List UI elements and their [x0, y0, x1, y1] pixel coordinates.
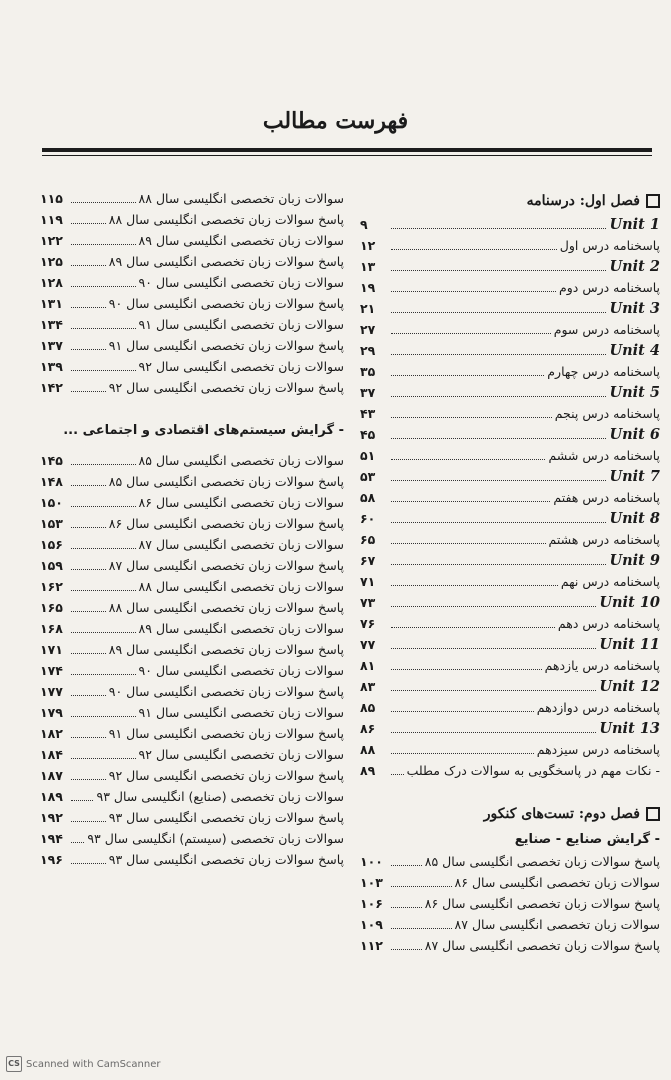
dot-leader: [71, 548, 136, 549]
toc-entry-label: پاسخ سوالات زبان تخصصی انگلیسی سال ۸۶: [424, 896, 660, 911]
toc-entry-label: سوالات زبان تخصصی انگلیسی سال ۹۱: [138, 705, 344, 720]
toc-entry: [40, 230, 344, 251]
title-rule-thick: [42, 148, 652, 152]
chapter-title: فصل اول: درسنامه: [526, 193, 640, 209]
dot-leader: [71, 821, 106, 822]
dot-leader: [391, 522, 606, 523]
dot-leader: [71, 307, 106, 308]
toc-entry: [40, 576, 344, 597]
toc-entry-page: ۱۴۲: [40, 380, 63, 395]
toc-entry: [40, 660, 344, 681]
toc-entry: [40, 251, 344, 272]
toc-entry: [40, 534, 344, 555]
dot-leader: [391, 732, 596, 733]
dot-leader: [71, 590, 136, 591]
toc-entry: [360, 529, 660, 550]
toc-entry-label: پاسخ سوالات زبان تخصصی انگلیسی سال ۸۹: [108, 642, 344, 657]
toc-entry: [360, 424, 660, 445]
toc-entry-page: ۷۱: [360, 574, 376, 589]
toc-entry-page: ۵۳: [360, 469, 376, 484]
toc-entry-label: پاسخنامه درس سیزدهم: [536, 742, 660, 757]
scanner-watermark: [6, 1056, 161, 1072]
toc-entry: [360, 697, 660, 718]
toc-entry-label: پاسخ سوالات زبان تخصصی انگلیسی سال ۹۳: [108, 810, 344, 825]
toc-entry: [40, 597, 344, 618]
dot-leader: [391, 270, 606, 271]
dot-leader: [391, 774, 404, 775]
toc-entry-label: پاسخنامه درس سوم: [553, 322, 660, 337]
toc-entry-page: ۷۶: [360, 616, 376, 631]
dot-leader: [71, 391, 106, 392]
toc-right-column: [360, 188, 660, 956]
toc-entry: [40, 188, 344, 209]
toc-entry-label: پاسخ سوالات زبان تخصصی انگلیسی سال ۸۸: [108, 212, 344, 227]
toc-entry-page: ۱۱۹: [40, 212, 63, 227]
toc-entry-label: سوالات زبان تخصصی انگلیسی سال ۸۸: [138, 191, 344, 206]
toc-entry-label: پاسخنامه درس چهارم: [547, 364, 660, 379]
toc-entry-page: ۱۰۶: [360, 896, 383, 911]
toc-entry: [360, 382, 660, 403]
toc-entry-page: ۱۵۹: [40, 558, 63, 573]
toc-entry: [40, 702, 344, 723]
toc-entry-page: ۱۷۷: [40, 684, 63, 699]
dot-leader: [71, 349, 106, 350]
toc-entry: [360, 676, 660, 697]
toc-entry-page: ۱۶۵: [40, 600, 63, 615]
dot-leader: [71, 370, 136, 371]
checkbox-square-icon: [646, 194, 660, 208]
dot-leader: [71, 328, 136, 329]
toc-entry-page: ۵۱: [360, 448, 376, 463]
toc-entry-page: ۱۹۲: [40, 810, 63, 825]
toc-entry-label: سوالات زبان تخصصی انگلیسی سال ۹۱: [138, 317, 344, 332]
toc-entry-page: ۱۸۹: [40, 789, 63, 804]
title-rule-thin: [42, 155, 652, 156]
toc-entry: [40, 293, 344, 314]
toc-entry: [360, 634, 660, 655]
toc-entry: [40, 377, 344, 398]
dot-leader: [391, 753, 534, 754]
toc-entry: [40, 807, 344, 828]
dot-leader: [71, 716, 136, 717]
toc-entry-label: پاسخ سوالات زبان تخصصی انگلیسی سال ۸۷: [108, 558, 344, 573]
dot-leader: [71, 653, 106, 654]
toc-entry-page: ۱۰۳: [360, 875, 383, 890]
toc-entry-label: Unit 9: [609, 552, 660, 569]
toc-entry: [360, 235, 660, 256]
toc-entry-label: پاسخنامه درس هشتم: [548, 532, 660, 547]
toc-entry-label: سوالات زبان تخصصی انگلیسی سال ۸۷: [138, 537, 344, 552]
toc-entry-label: پاسخ سوالات زبان تخصصی انگلیسی سال ۹۲: [108, 380, 344, 395]
toc-entry-label: پاسخ سوالات زبان تخصصی انگلیسی سال ۹۰: [108, 296, 344, 311]
toc-entry-page: ۱۳۷: [40, 338, 63, 353]
toc-entry-page: ۱۳۴: [40, 317, 63, 332]
toc-entry-label: سوالات زبان تخصصی انگلیسی سال ۹۰: [138, 275, 344, 290]
dot-leader: [391, 354, 606, 355]
dot-leader: [391, 907, 422, 908]
dot-leader: [391, 564, 606, 565]
toc-entry-page: ۴۵: [360, 427, 376, 442]
toc-entry-label: پاسخنامه درس ششم: [548, 448, 660, 463]
section-heading: - گرایش سیستم‌های اقتصادی و اجتماعی ...: [63, 422, 344, 438]
dot-leader: [71, 674, 136, 675]
toc-entry-page: ۸۸: [360, 742, 376, 757]
toc-entry-page: ۹: [360, 217, 368, 232]
toc-entry-page: ۱۲: [360, 238, 376, 253]
dot-leader: [391, 459, 545, 460]
toc-entry: [360, 319, 660, 340]
toc-entry-page: ۱۹۴: [40, 831, 63, 846]
dot-leader: [71, 485, 106, 486]
toc-entry-label: Unit 12: [599, 678, 660, 695]
chapter-heading: [360, 801, 660, 827]
toc-entry: [360, 914, 660, 935]
dot-leader: [391, 648, 596, 649]
toc-entry: [40, 513, 344, 534]
toc-entry-page: ۱۹۶: [40, 852, 63, 867]
toc-entry: [40, 681, 344, 702]
toc-entry-page: ۱۰۰: [360, 854, 383, 869]
dot-leader: [71, 569, 106, 570]
dot-leader: [391, 312, 606, 313]
toc-entry-label: سوالات زبان تخصصی انگلیسی سال ۹۲: [138, 747, 344, 762]
dot-leader: [391, 690, 596, 691]
dot-leader: [71, 223, 106, 224]
toc-entry-page: ۱۱۵: [40, 191, 63, 206]
toc-entry: [40, 828, 344, 849]
toc-entry: [360, 893, 660, 914]
toc-entry: [360, 935, 660, 956]
toc-entry: [360, 718, 660, 739]
toc-entry-page: ۱۸۲: [40, 726, 63, 741]
toc-entry-label: پاسخ سوالات زبان تخصصی انگلیسی سال ۹۲: [108, 768, 344, 783]
toc-entry-page: ۱۰۹: [360, 917, 383, 932]
toc-entry: [360, 508, 660, 529]
toc-entry: [360, 613, 660, 634]
toc-entry-label: پاسخنامه درس یازدهم: [544, 658, 660, 673]
toc-entry: [360, 214, 660, 235]
toc-entry-page: ۱۵۰: [40, 495, 63, 510]
dot-leader: [71, 202, 136, 203]
chapter-title: فصل دوم: تست‌های کنکور: [483, 806, 640, 822]
dot-leader: [391, 865, 422, 866]
dot-leader: [71, 286, 136, 287]
toc-entry-label: سوالات زبان تخصصی انگلیسی سال ۸۵: [138, 453, 344, 468]
toc-entry-page: ۸۳: [360, 679, 376, 694]
toc-entry-page: ۱۵۶: [40, 537, 63, 552]
toc-entry-page: ۶۵: [360, 532, 376, 547]
toc-entry: [360, 340, 660, 361]
toc-entry-label: Unit 10: [599, 594, 660, 611]
toc-entry-label: سوالات زبان تخصصی انگلیسی سال ۸۶: [138, 495, 344, 510]
toc-entry-label: Unit 7: [609, 468, 660, 485]
toc-entry-label: پاسخ سوالات زبان تخصصی انگلیسی سال ۹۱: [108, 726, 344, 741]
toc-entry: [40, 765, 344, 786]
dot-leader: [71, 695, 106, 696]
dot-leader: [391, 438, 606, 439]
toc-entry-label: پاسخنامه درس هفتم: [553, 490, 660, 505]
toc-entry-page: ۱۲۲: [40, 233, 63, 248]
dot-leader: [71, 863, 106, 864]
toc-entry-label: سوالات زبان تخصصی انگلیسی سال ۹۲: [138, 359, 344, 374]
dot-leader: [71, 737, 106, 738]
toc-entry: [360, 277, 660, 298]
toc-entry: [40, 744, 344, 765]
toc-entry-label: پاسخ سوالات زبان تخصصی انگلیسی سال ۸۸: [108, 600, 344, 615]
toc-entry-page: ۱۹: [360, 280, 376, 295]
dot-leader: [391, 606, 596, 607]
toc-entry: [360, 851, 660, 872]
toc-entry-page: ۱۶۸: [40, 621, 63, 636]
toc-entry-page: ۷۷: [360, 637, 376, 652]
toc-entry-page: ۱۵۳: [40, 516, 63, 531]
toc-entry: [40, 356, 344, 377]
toc-entry-page: ۸۶: [360, 721, 376, 736]
toc-entry: [360, 298, 660, 319]
toc-entry: [360, 550, 660, 571]
camscanner-logo-icon: CS: [6, 1056, 22, 1072]
toc-entry-page: ۱۷۴: [40, 663, 63, 678]
checkbox-square-icon: [646, 807, 660, 821]
toc-entry-label: پاسخنامه درس پنجم: [554, 406, 660, 421]
toc-entry-label: سوالات زبان تخصصی انگلیسی سال ۸۸: [138, 579, 344, 594]
toc-entry-page: ۱۴۸: [40, 474, 63, 489]
toc-entry-page: ۲۹: [360, 343, 376, 358]
dot-leader: [71, 265, 106, 266]
toc-entry: [360, 466, 660, 487]
page-title: فهرست مطالب: [262, 108, 409, 134]
toc-entry-label: سوالات زبان تخصصی (صنایع) انگلیسی سال ۹۳: [96, 789, 344, 804]
toc-left-column: [40, 188, 344, 870]
toc-entry-label: پاسخنامه درس نهم: [560, 574, 660, 589]
dot-leader: [391, 417, 552, 418]
toc-entry-label: پاسخ سوالات زبان تخصصی انگلیسی سال ۸۶: [108, 516, 344, 531]
toc-entry-page: ۱۳۹: [40, 359, 63, 374]
dot-leader: [71, 842, 84, 843]
toc-entry-label: پاسخ سوالات زبان تخصصی انگلیسی سال ۸۹: [108, 254, 344, 269]
toc-entry-label: سوالات زبان تخصصی (سیستم) انگلیسی سال ۹۳: [87, 831, 344, 846]
toc-entry-label: Unit 8: [609, 510, 660, 527]
toc-entry: [360, 403, 660, 424]
toc-entry-page: ۱۸۷: [40, 768, 63, 783]
toc-entry-page: ۶۷: [360, 553, 376, 568]
toc-entry: [40, 450, 344, 471]
toc-entry-label: سوالات زبان تخصصی انگلیسی سال ۸۶: [454, 875, 660, 890]
dot-leader: [391, 480, 606, 481]
dot-leader: [71, 779, 106, 780]
toc-entry: [40, 471, 344, 492]
toc-entry-page: ۱۳: [360, 259, 376, 274]
toc-entry-label: Unit 1: [609, 216, 660, 233]
dot-leader: [71, 464, 136, 465]
toc-entry-page: ۱۱۲: [360, 938, 383, 953]
toc-entry-page: ۱۷۱: [40, 642, 63, 657]
dot-leader: [391, 228, 606, 229]
toc-entry: [40, 272, 344, 293]
toc-entry-label: پاسخنامه درس دوم: [559, 280, 660, 295]
toc-entry: [40, 314, 344, 335]
toc-entry-label: پاسخنامه درس اول: [559, 238, 660, 253]
toc-entry-page: ۸۹: [360, 763, 376, 778]
toc-entry-label: پاسخ سوالات زبان تخصصی انگلیسی سال ۹۰: [108, 684, 344, 699]
toc-entry: [360, 361, 660, 382]
toc-entry-label: سوالات زبان تخصصی انگلیسی سال ۸۷: [454, 917, 660, 932]
toc-entry-label: پاسخنامه درس دهم: [557, 616, 660, 631]
dot-leader: [391, 585, 558, 586]
dot-leader: [391, 396, 606, 397]
toc-entry: [360, 872, 660, 893]
toc-entry-label: پاسخنامه درس دوازدهم: [536, 700, 660, 715]
toc-entry: [40, 209, 344, 230]
toc-entry-label: Unit 11: [599, 636, 660, 653]
toc-entry-label: Unit 5: [609, 384, 660, 401]
toc-entry-page: ۵۸: [360, 490, 376, 505]
toc-entry-label: Unit 3: [609, 300, 660, 317]
toc-entry-label: Unit 6: [609, 426, 660, 443]
dot-leader: [71, 758, 136, 759]
toc-entry: [360, 256, 660, 277]
toc-entry-page: ۲۱: [360, 301, 376, 316]
toc-entry-label: پاسخ سوالات زبان تخصصی انگلیسی سال ۸۵: [108, 474, 344, 489]
toc-entry-label: سوالات زبان تخصصی انگلیسی سال ۸۹: [138, 621, 344, 636]
toc-entry-page: ۴۳: [360, 406, 376, 421]
toc-entry: [360, 445, 660, 466]
toc-entry-page: ۳۷: [360, 385, 376, 400]
toc-entry-page: ۱۷۹: [40, 705, 63, 720]
toc-entry-label: - نکات مهم در پاسخگویی به سوالات درک مطلب: [406, 763, 660, 778]
dot-leader: [71, 244, 136, 245]
toc-entry: [360, 739, 660, 760]
toc-entry-page: ۱۲۸: [40, 275, 63, 290]
toc-entry: [360, 592, 660, 613]
dot-leader: [391, 501, 550, 502]
toc-entry-label: پاسخ سوالات زبان تخصصی انگلیسی سال ۸۵: [424, 854, 660, 869]
toc-entry-page: ۱۸۴: [40, 747, 63, 762]
dot-leader: [391, 375, 544, 376]
toc-entry-label: پاسخ سوالات زبان تخصصی انگلیسی سال ۹۳: [108, 852, 344, 867]
dot-leader: [391, 886, 452, 887]
toc-entry: [40, 335, 344, 356]
toc-entry-page: ۲۷: [360, 322, 376, 337]
chapter-heading: [360, 188, 660, 214]
dot-leader: [71, 800, 93, 801]
dot-leader: [391, 333, 551, 334]
dot-leader: [71, 632, 136, 633]
toc-entry-label: Unit 13: [599, 720, 660, 737]
toc-entry-label: سوالات زبان تخصصی انگلیسی سال ۹۰: [138, 663, 344, 678]
toc-entry: [360, 760, 660, 781]
toc-entry-label: Unit 4: [609, 342, 660, 359]
toc-entry: [40, 786, 344, 807]
dot-leader: [391, 291, 556, 292]
dot-leader: [391, 669, 542, 670]
toc-entry: [360, 487, 660, 508]
toc-entry: [360, 571, 660, 592]
toc-entry-page: ۳۵: [360, 364, 376, 379]
dot-leader: [391, 249, 557, 250]
toc-entry: [40, 555, 344, 576]
dot-leader: [391, 627, 555, 628]
dot-leader: [391, 543, 546, 544]
toc-entry-label: Unit 2: [609, 258, 660, 275]
toc-entry-page: ۱۲۵: [40, 254, 63, 269]
dot-leader: [71, 506, 136, 507]
toc-entry: [360, 655, 660, 676]
toc-entry-page: ۱۴۵: [40, 453, 63, 468]
toc-entry-page: ۸۱: [360, 658, 376, 673]
toc-entry: [40, 639, 344, 660]
toc-entry-page: ۱۳۱: [40, 296, 63, 311]
dot-leader: [71, 527, 106, 528]
toc-entry-page: ۷۳: [360, 595, 376, 610]
toc-entry-label: پاسخ سوالات زبان تخصصی انگلیسی سال ۹۱: [108, 338, 344, 353]
toc-entry: [40, 618, 344, 639]
section-heading: - گرایش صنایع - صنایع: [514, 831, 660, 847]
toc-entry-label: سوالات زبان تخصصی انگلیسی سال ۸۹: [138, 233, 344, 248]
dot-leader: [71, 611, 106, 612]
toc-entry-page: ۶۰: [360, 511, 376, 526]
dot-leader: [391, 949, 422, 950]
watermark-text: Scanned with CamScanner: [26, 1058, 161, 1070]
toc-entry: [40, 849, 344, 870]
dot-leader: [391, 711, 534, 712]
toc-entry-page: ۱۶۲: [40, 579, 63, 594]
toc-entry-page: ۸۵: [360, 700, 376, 715]
toc-entry: [40, 723, 344, 744]
dot-leader: [391, 928, 452, 929]
toc-entry: [40, 492, 344, 513]
toc-entry-label: پاسخ سوالات زبان تخصصی انگلیسی سال ۸۷: [424, 938, 660, 953]
